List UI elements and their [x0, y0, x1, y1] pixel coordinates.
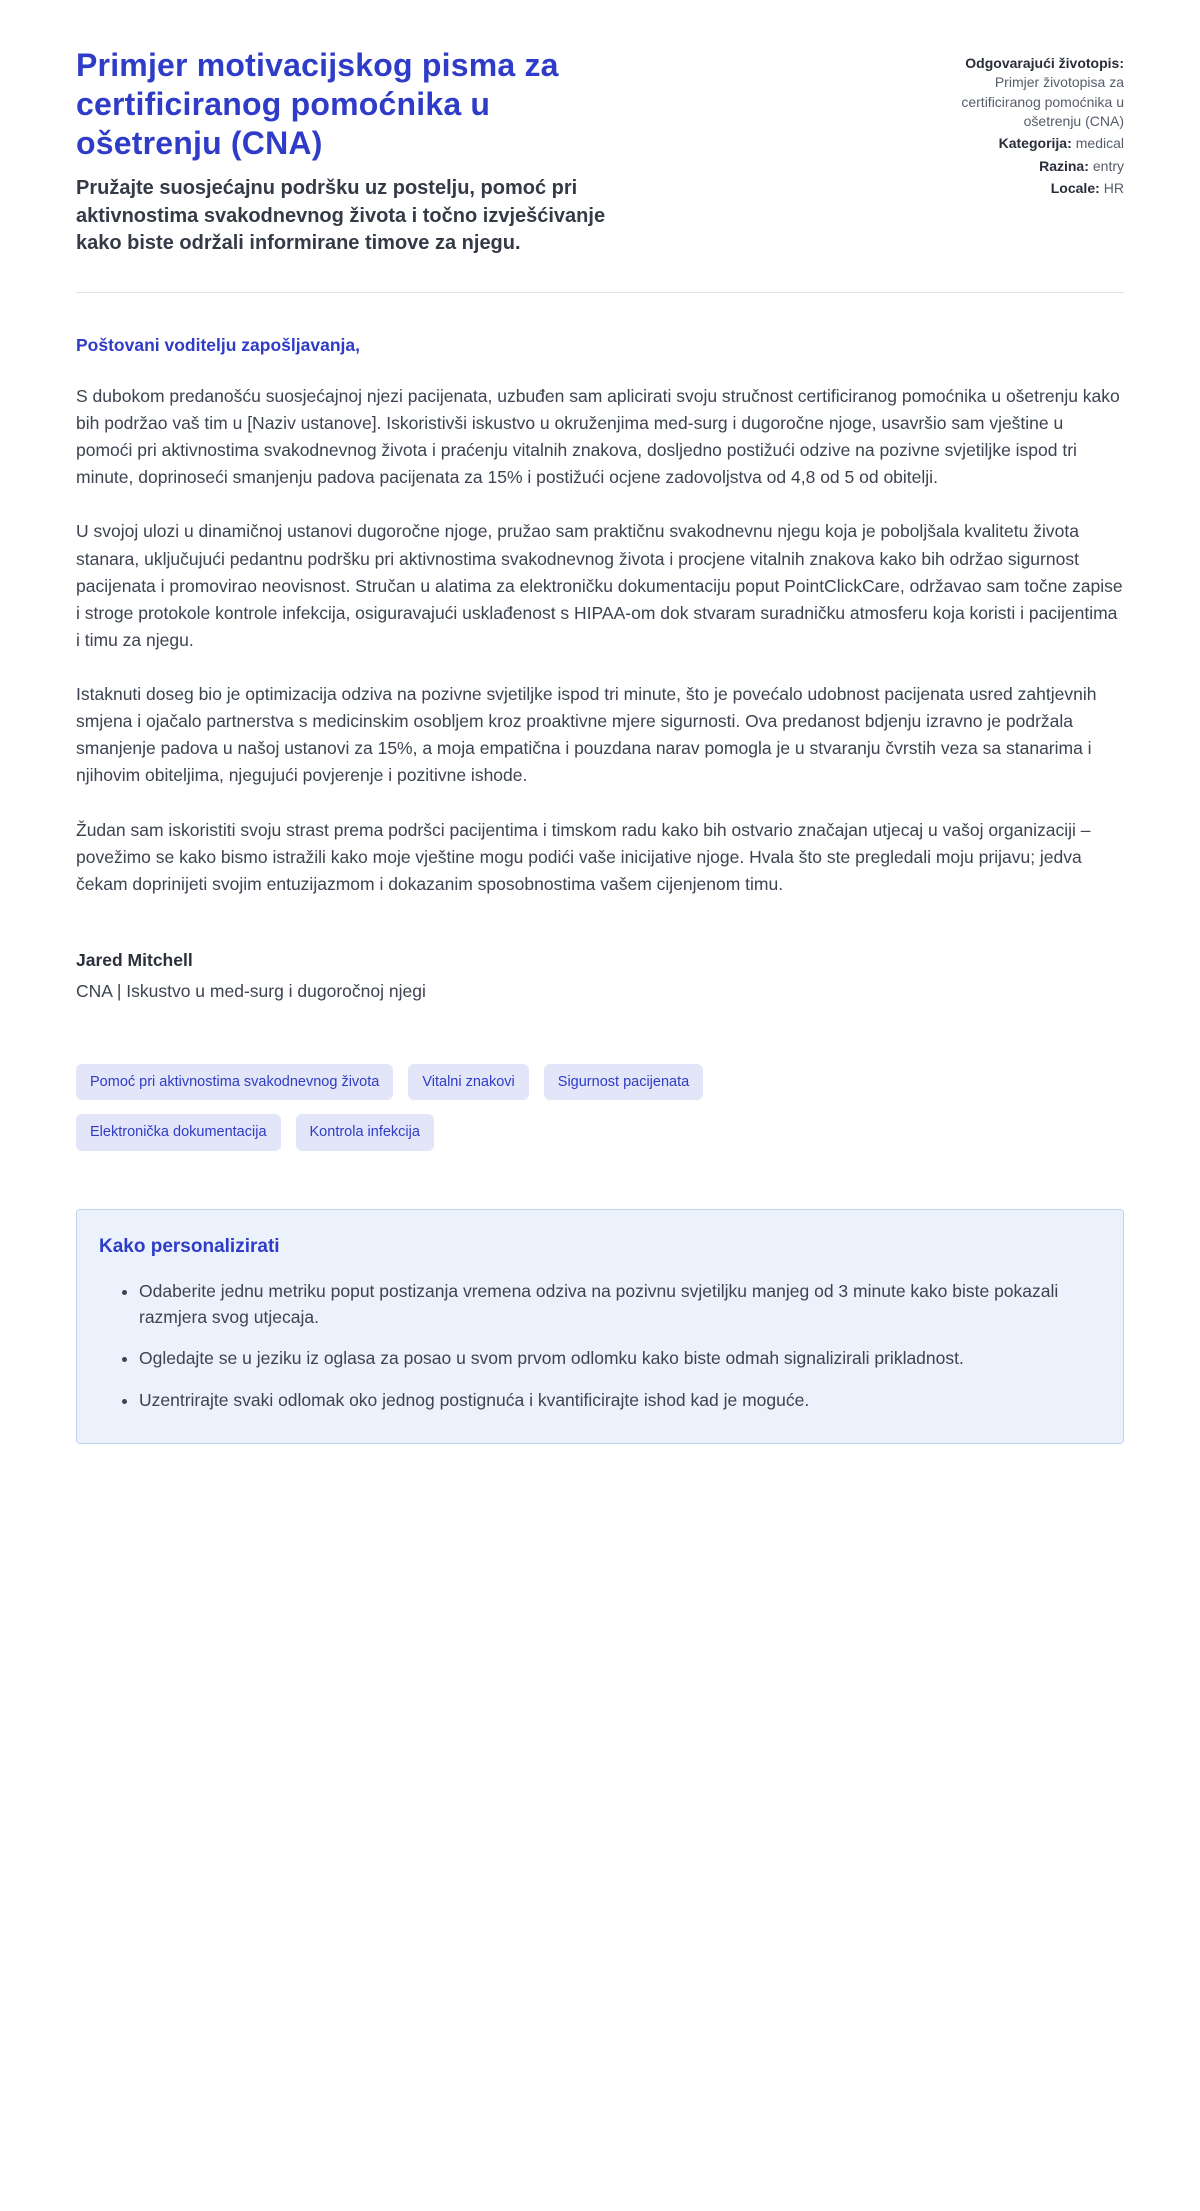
personalize-callout: [76, 1209, 1124, 1444]
paragraph: Istaknuti doseg bio je optimizacija odziva na pozivne svjetiljke ispod tri minute, što je povećalo udobnost pacijenata usred zahtjevnih smjena i ojačalo partnerstva s medicinskim osobljem kroz proaktivne mjere sigurnosti. Ova predanost bdjenju izravno je podržala smanjenje padova u našoj ustanovi za 15%, a moja empatična i pouzdana narav pomogla je u stvaranju čvrstih veza sa stanarima i njihovim obiteljima, njegujući povjerenje i pozitivne ishode.: [76, 684, 1097, 786]
meta-label: Razina:: [1039, 157, 1089, 174]
signature-name: Jared Mitchell: [76, 949, 193, 970]
meta-item-resume: [912, 54, 1124, 131]
salutation: Poštovani voditelju zapošljavanja,: [76, 334, 360, 355]
header: [76, 46, 1124, 258]
meta-item-locale: [912, 179, 1124, 198]
meta-item-category: [912, 134, 1124, 153]
meta-label: Locale:: [1050, 179, 1100, 196]
tag-chip[interactable]: Kontrola infekcija: [296, 1114, 434, 1151]
meta-value: entry: [1092, 157, 1124, 174]
signature-block: [76, 950, 1124, 1002]
signature-title: CNA | Iskustvo u med-surg i dugoročnoj njegi: [76, 980, 426, 1001]
paragraph: Žudan sam iskoristiti svoju strast prema podršci pacijentima i timskom radu kako bih ostvario značajan utjecaj u vašoj organizaciji – povežimo se kako bismo istražili kako moje vještine mogu podići vaše inicijative njoge. Hvala što ste pregledali moju prijavu; jedva čekam doprinijeti svojim entuzijazmom i dokazanim sposobnostima vašem cijenjenom timu.: [76, 819, 1091, 894]
tag-list: [76, 1064, 776, 1151]
callout-list: [99, 1278, 1093, 1413]
meta-value: medical: [1075, 135, 1124, 152]
meta-value: HR: [1103, 179, 1124, 196]
paragraph: U svojoj ulozi u dinamičnoj ustanovi dugoročne njoge, pružao sam praktičnu svakodnevnu njegu koja je poboljšala kvalitetu života stanara, uključujući pedantnu podršku pri aktivnostima svakodnevnog života i procjene vitalnih znakova kako bih održao sigurnost pacijenata i promovirao neovisnost. Stručan u alatima za elektroničku dokumentaciju poput PointClickCare, održavao sam točne zapise i stroge protokole kontrole infekcija, osiguravajući usklađenost s HIPAA-om dok stvaram suradničku atmosferu koja koristi i pacijentima i timu za njegu.: [76, 521, 1123, 650]
callout-item: • Ogledajte se u jeziku iz oglasa za posao u svom prvom odlomku kako biste odmah signalizirali prikladnost.: [139, 1345, 1093, 1371]
header-title-block: [76, 46, 621, 258]
callout-item: • Uzentrirajte svaki odlomak oko jednog postignuća i kvantificirajte ishod kad je moguće.: [139, 1387, 1093, 1413]
page-title: Primjer motivacijskog pisma za certificiranog pomoćnika u ošetrenju (CNA): [76, 47, 559, 162]
divider: [76, 292, 1124, 293]
meta-label: Kategorija:: [998, 135, 1072, 152]
page-subtitle: Pružajte suosjećajnu podršku uz postelju, pomoć pri aktivnostima svakodnevnog života i točno izvješćivanje kako biste održali informirane timove za njegu.: [76, 177, 606, 255]
callout-item: • Odaberite jednu metriku poput postizanja vremena odziva na pozivnu svjetiljku manjeg od 3 minute kako biste pokazali razmjera svog utjecaja.: [139, 1278, 1093, 1331]
letter-body: [76, 335, 1124, 1002]
meta-value: Primjer životopisa za certificiranog pomoćnika u ošetrenju (CNA): [961, 74, 1124, 129]
meta-label: Odgovarajući životopis:: [965, 55, 1124, 71]
tag-chip[interactable]: Sigurnost pacijenata: [544, 1064, 703, 1101]
meta-item-level: [912, 157, 1124, 176]
callout-title: Kako personalizirati: [99, 1235, 280, 1257]
paragraph: S dubokom predanošću suosjećajnoj njezi pacijenata, uzbuđen sam aplicirati svoju stručnost certificiranog pomoćnika u ošetrenju kako bih podržao vaš tim u [Naziv ustanove]. Iskoristivši iskustvo u okruženjima med-surg i dugoročne njoge, usavršio sam vještine u pomoći pri aktivnostima svakodnevnog života i praćenju vitalnih znakova, dosljedno postižući odzive na pozivne svjetiljke ispod tri minute, doprinoseći smanjenju padova pacijenata za 15% i postižući ocjene zadovoljstva od 4,8 od 5 od obitelji.: [76, 385, 1120, 488]
tag-chip[interactable]: Elektronička dokumentacija: [76, 1114, 281, 1151]
tag-chip[interactable]: Vitalni znakovi: [408, 1064, 528, 1101]
meta-panel: [912, 46, 1124, 201]
tag-chip[interactable]: Pomoć pri aktivnostima svakodnevnog života: [76, 1064, 393, 1101]
